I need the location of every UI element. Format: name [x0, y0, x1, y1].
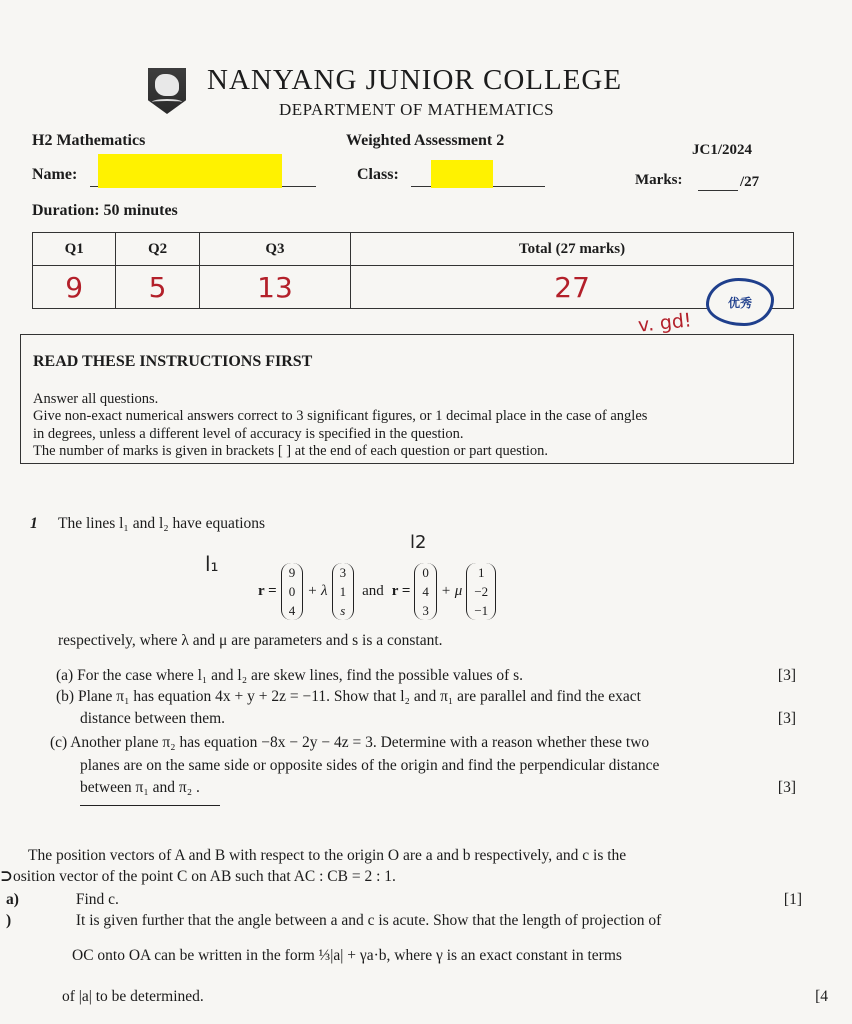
- eq1-lhs: r =: [258, 583, 277, 599]
- class-label: Class:: [357, 166, 399, 183]
- eq2-lhs: r =: [391, 583, 411, 599]
- part-text: between π₁ and π₂ .: [80, 779, 200, 796]
- and-text: and: [362, 583, 384, 599]
- annotation-l2: l2: [410, 532, 427, 553]
- intro-text: osition vector of the point C on AB such that AC : CB = 2 : 1.: [13, 868, 396, 885]
- subject: H2 Mathematics: [32, 132, 146, 149]
- instruction-line: The number of marks is given in brackets [ ] at the end of each question or part question.: [33, 443, 548, 459]
- question-2-intro: The position vectors of A and B with respect to the origin O are a and b respectively, and c is the: [28, 847, 627, 864]
- part-1a: [56, 665, 796, 686]
- part-text: It is given further that the angle between a and c is acute. Show that the length of projection of: [75, 912, 662, 929]
- instruction-line: in degrees, unless a different level of accuracy is specified in the question.: [33, 425, 464, 442]
- header-q3: Q3: [199, 233, 350, 266]
- question-2-intro-cont: [0, 866, 800, 887]
- part-1c: [50, 732, 796, 753]
- college-name: NANYANG JUNIOR COLLEGE: [207, 64, 623, 96]
- eq1-point-vector: [281, 563, 304, 620]
- name-redaction: [98, 154, 282, 188]
- part-1b-cont: [80, 708, 796, 729]
- score-table: [32, 232, 794, 309]
- eq1-direction-vector: [332, 563, 355, 620]
- school-crest-icon: [148, 68, 186, 114]
- marks-total: /27: [740, 174, 760, 190]
- cohort: JC1/2024: [692, 142, 752, 158]
- class-redaction: [431, 160, 493, 188]
- part-label: (c): [50, 734, 68, 751]
- eq1-param: + λ: [307, 583, 328, 599]
- eq2-direction-vector: [466, 563, 496, 620]
- vector-entry: 0: [422, 565, 429, 580]
- part-marks: [4: [815, 988, 828, 1005]
- part-1b: [56, 686, 796, 707]
- name-label: Name:: [32, 166, 78, 183]
- duration: Duration: 50 minutes: [32, 202, 178, 219]
- crest-lion-shape: [155, 74, 179, 96]
- score-table-score-row: [33, 266, 794, 309]
- part-text: Plane π₁ has equation 4x + y + 2z = −11. Show that l₂ and π₁ are parallel and find the exact: [77, 688, 641, 705]
- part-marks: [3]: [777, 710, 796, 727]
- part-label: ): [6, 912, 12, 929]
- vector-entry: 3: [422, 603, 429, 618]
- score-table-header-row: [33, 233, 794, 266]
- part-marks: [1]: [783, 891, 802, 908]
- marks-label: Marks:: [635, 172, 683, 188]
- part-text: of |a| to be determined.: [62, 988, 204, 1005]
- vector-entry: s: [340, 603, 346, 618]
- part-text: Another plane π₂ has equation −8x − 2y − 4z = 3. Determine with a reason whether these two: [70, 734, 650, 751]
- vector-entry: 4: [288, 603, 296, 618]
- header-total: Total (27 marks): [351, 233, 794, 266]
- score-q1: 9: [33, 266, 116, 309]
- department-name: DEPARTMENT OF MATHEMATICS: [279, 100, 555, 119]
- name-field[interactable]: [90, 170, 316, 187]
- vector-entry: 1: [478, 565, 485, 580]
- teacher-comment: v. gd!: [636, 309, 693, 337]
- part-text: distance between them.: [80, 710, 226, 727]
- part-2b: [6, 910, 836, 931]
- vector-entry: 0: [288, 584, 296, 599]
- score-q2: 5: [116, 266, 199, 309]
- instructions-title: READ THESE INSTRUCTIONS FIRST: [33, 353, 313, 370]
- part-text: Find c.: [75, 891, 119, 908]
- instructions-box: [20, 334, 794, 464]
- eq2-param: + μ: [440, 583, 463, 599]
- annotation-l1: l₁: [205, 552, 219, 576]
- excellent-stamp: 优秀: [706, 278, 774, 326]
- part-label: a): [6, 891, 19, 908]
- assessment-title: Weighted Assessment 2: [346, 132, 505, 149]
- score-total: 27: [351, 266, 794, 309]
- crest-wave-shape: [152, 99, 182, 105]
- vector-entry: 1: [339, 584, 347, 599]
- part-text: For the case where l₁ and l₂ are skew lines, find the possible values of s.: [77, 667, 524, 684]
- part-marks: [3]: [777, 667, 796, 684]
- header-q2: Q2: [116, 233, 199, 266]
- part-marks: [3]: [777, 779, 796, 796]
- part-label: (b): [56, 688, 75, 705]
- score-q3: 13: [199, 266, 350, 309]
- question-1-number: 1: [30, 515, 38, 532]
- part-1c-cont2: [80, 777, 796, 798]
- vector-entry: −2: [474, 584, 489, 599]
- header-q1: Q1: [33, 233, 116, 266]
- marks-blank: [698, 176, 738, 191]
- part-1c-cont: planes are on the same side or opposite sides of the origin and find the perpendicular distance: [80, 757, 660, 774]
- eq2-point-vector: [414, 563, 437, 620]
- vector-entry: −1: [474, 603, 489, 618]
- pen-mark: ⊃: [0, 868, 13, 885]
- vector-entry: 4: [422, 584, 429, 599]
- part-2a: [6, 889, 802, 910]
- line-equations: [258, 563, 496, 620]
- vector-entry: 9: [288, 565, 296, 580]
- part-label: (a): [56, 667, 74, 684]
- part-2b-cont2: [62, 986, 828, 1007]
- question-1-intro: The lines l₁ and l₂ have equations: [58, 515, 266, 532]
- part-2b-cont: OC onto OA can be written in the form ⅓|a| + γa·b, where γ is an exact constant in terms: [72, 947, 622, 964]
- class-field[interactable]: [411, 170, 545, 187]
- question-1-respectively: respectively, where λ and μ are parameters and s is a constant.: [58, 632, 443, 649]
- instruction-line: Give non-exact numerical answers correct to 3 significant figures, or 1 decimal place in the case of angles: [33, 408, 648, 424]
- pen-underline: [80, 805, 220, 806]
- vector-entry: 3: [339, 565, 347, 580]
- instruction-line: Answer all questions.: [33, 390, 159, 407]
